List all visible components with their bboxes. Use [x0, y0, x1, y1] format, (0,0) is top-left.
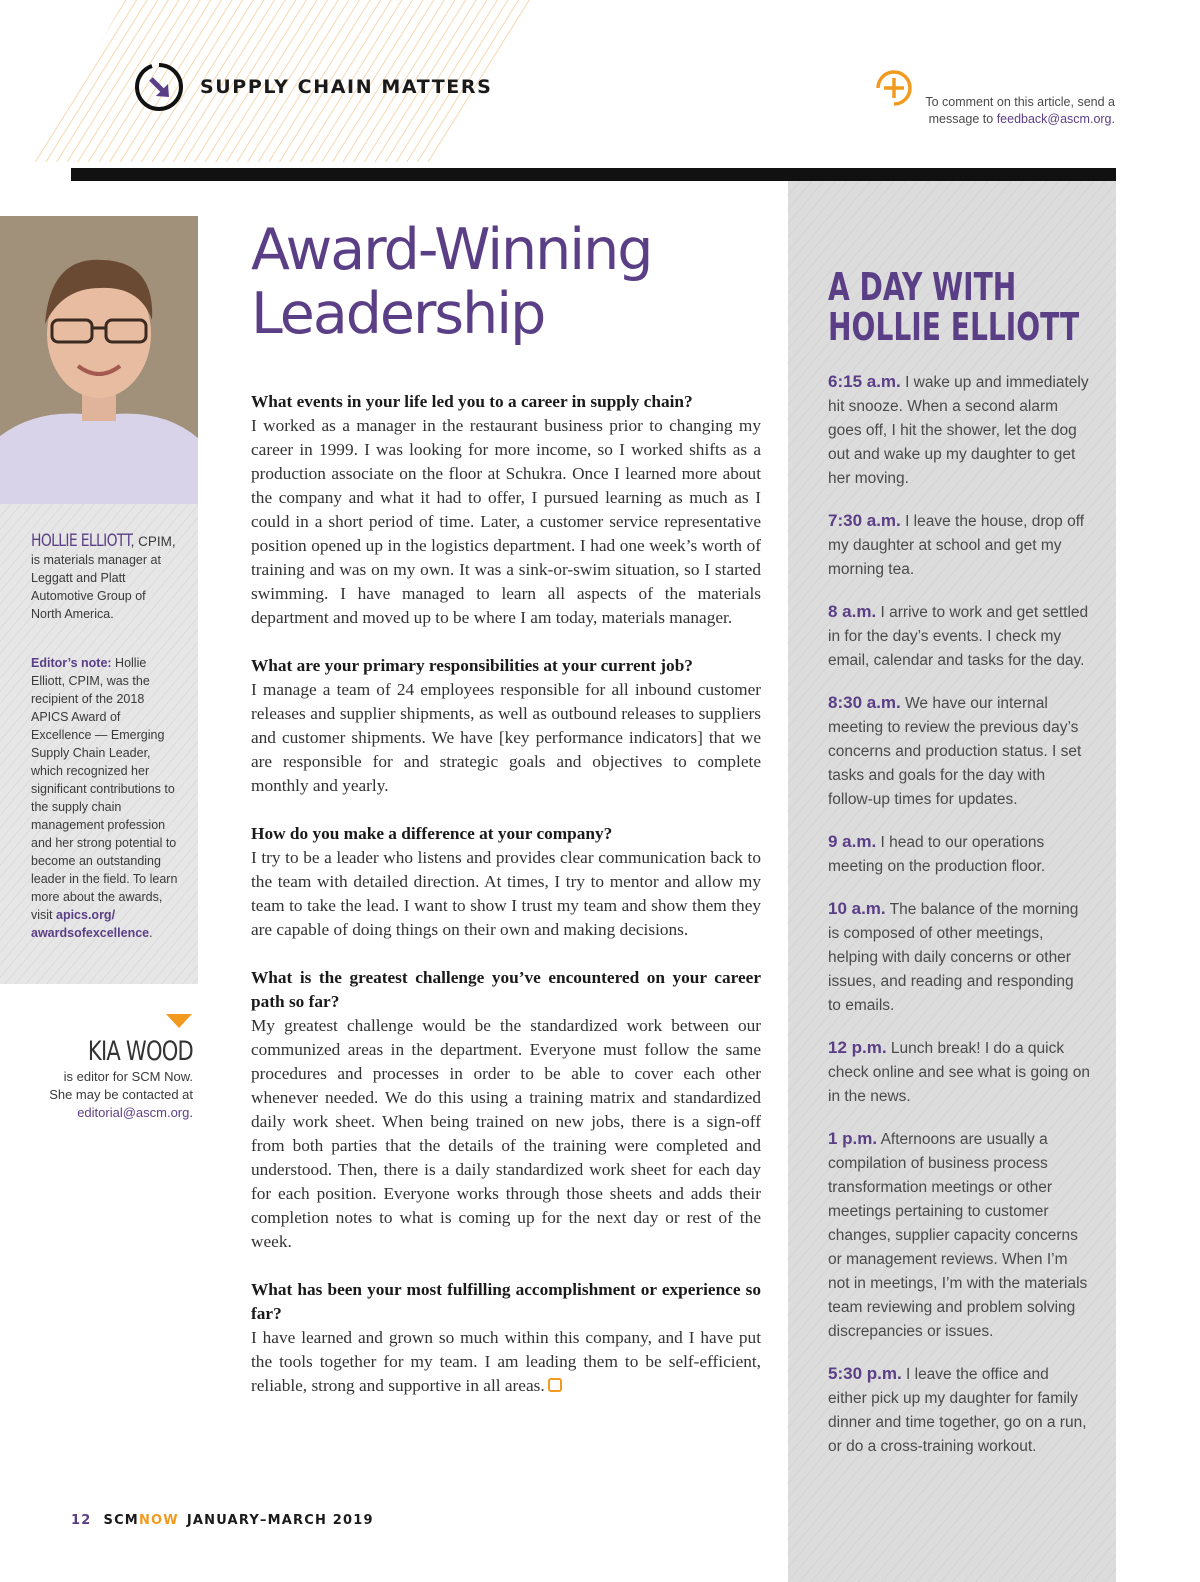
schedule-entry: [828, 1036, 1090, 1109]
author-name: KIA WOOD: [87, 1036, 193, 1067]
portrait-image: [0, 216, 198, 504]
awards-link[interactable]: apics.org/ awardsofexcellence: [31, 908, 150, 940]
schedule-entry: [828, 509, 1090, 582]
editorial-email-link[interactable]: editorial@ascm.org: [77, 1105, 190, 1120]
editors-note: Editor’s note: Hollie Elliott, CPIM, was the recipient of the 2018 APICS Award of Excellence — Emerging Supply Chain Leader, which recognized her significant contributions to the supply chain management profession and her strong potential to become an outstanding leader in the field. To learn more about the awards, visit apics.org/ awardsofexcellence.: [31, 656, 178, 940]
editors-note-text: Hollie Elliott, CPIM, was the recipient of the 2018 APICS Award of Excellence — Emerging Supply Chain Leader, which recognized her significant contributions to the supply chain management profession and her strong potential to become an outstanding leader in the field. To learn more about the awards, visit: [31, 656, 178, 922]
schedule-entry: [828, 600, 1090, 673]
schedule-time: 5:30 p.m.: [828, 1364, 902, 1383]
schedule-text: Lunch break! I do a quick check online and see what is going on in the news.: [828, 1040, 1090, 1105]
schedule-time: 10 a.m.: [828, 899, 886, 918]
profile-credential: , CPIM,: [130, 534, 176, 549]
answer: I worked as a manager in the restaurant business prior to changing my career in 1999. I was looking for more income, so I worked shifts as a production associate on the floor at Schukra. Once I learned more about the company and what it had to offer, I pursued learning as much as I could in a short period of time. Later, a customer service representative position opened up in the logistics department. I had one week’s worth of training and was on my own. It was a sink-or-swim situation, so I started swimming. I have managed to learn all aspects of the materials department and moved up to be where I am today, materials manager.: [251, 416, 761, 627]
schedule-entry: [828, 830, 1090, 879]
question: What are your primary responsibilities at your current job?: [251, 656, 693, 675]
schedule-text: I head to our operations meeting on the production floor.: [828, 834, 1046, 875]
answer: I have learned and grown so much within this company, and I have put the tools together for my team. I am leading them to be self-efficient, reliable, strong and supportive in all areas.: [251, 1328, 761, 1395]
question: What events in your life led you to a career in supply chain?: [251, 392, 693, 411]
schedule-list: [828, 370, 1090, 1477]
schedule-text: I leave the house, drop off my daughter at school and get my morning tea.: [828, 513, 1085, 578]
schedule-entry: [828, 1127, 1090, 1344]
article-body: [251, 390, 761, 1422]
article-headline: Award-Winning Leadership: [251, 217, 652, 347]
page-number: 12: [71, 1513, 92, 1528]
schedule-text: I arrive to work and get settled in for the day’s events. I check my email, calendar and tasks for the day.: [828, 604, 1089, 669]
section-title: SUPPLY CHAIN MATTERS: [200, 76, 493, 98]
feedback-email-link[interactable]: feedback@ascm.org: [996, 112, 1112, 126]
schedule-entry: [828, 1362, 1090, 1459]
question: What has been your most fulfilling accomplishment or experience so far?: [251, 1280, 761, 1323]
qa-block: [251, 1278, 761, 1398]
profile-description: is materials manager at Leggatt and Platt Automotive Group of North America.: [31, 553, 161, 621]
schedule-text: I leave the office and either pick up my daughter for family dinner and time together, go on a run, or do a cross-training workout.: [828, 1366, 1087, 1455]
schedule-entry: [828, 370, 1090, 491]
profile-bio: [31, 532, 179, 623]
issue-date: JANUARY–MARCH 2019: [186, 1513, 374, 1528]
schedule-entry: [828, 691, 1090, 812]
answer: My greatest challenge would be the standardized work between our communized areas in the department. Everyone must follow the same procedures and processes in order to be able to cover each other whenever needed. We do this using a training matrix and standardized daily work sheet. When being trained on new jobs, there is a sign-off from both parties that the details of the training were completed and understood. Then, there is a daily standardized work sheet for each day for each position. Everyone works through those sheets and adds their completion notes to what is coming up for the next day or rest of the week.: [251, 1016, 761, 1251]
answer: I manage a team of 24 employees responsible for all inbound customer releases and supplier shipments, as well as outbound releases to suppliers and customer shipments. We have [key performance indicators] that we are responsible for and strategic goals and objectives to complete monthly and yearly.: [251, 680, 761, 795]
question: How do you make a difference at your company?: [251, 824, 613, 843]
schedule-text: We have our internal meeting to review the previous day’s concerns and production status. I set tasks and goals for the day with follow-up times for updates.: [828, 695, 1082, 808]
day-with-sidebar: [788, 181, 1116, 1582]
profile-name: HOLLIE ELLIOTT: [31, 531, 133, 551]
schedule-time: 8:30 a.m.: [828, 693, 901, 712]
answer: I try to be a leader who listens and provides clear communication back to the team with detailed direction. At times, I try to mentor and allow my team to take the lead. I want to show I trust my team and show them they are capable of doing things on their own and making decisions.: [251, 848, 761, 939]
editors-note-label: Editor’s note:: [31, 656, 112, 670]
brand-now: NOW: [138, 1513, 179, 1528]
arrow-circle-icon: [134, 62, 184, 112]
portrait-photo: [0, 216, 198, 504]
end-mark-icon: [548, 1378, 562, 1392]
author-bio: is editor for SCM Now. She may be contacted at editorial@ascm.org.: [49, 1069, 193, 1120]
question: What is the greatest challenge you’ve encountered on your career path so far?: [251, 968, 761, 1011]
sidebar-title: A DAY WITH HOLLIE ELLIOTT: [828, 265, 1080, 349]
schedule-time: 7:30 a.m.: [828, 511, 901, 530]
page-footer: [71, 1513, 374, 1528]
schedule-time: 12 p.m.: [828, 1038, 887, 1057]
qa-block: [251, 654, 761, 798]
schedule-time: 8 a.m.: [828, 602, 877, 621]
qa-block: [251, 390, 761, 630]
qa-block: [251, 822, 761, 942]
qa-block: [251, 966, 761, 1254]
schedule-entry: [828, 897, 1090, 1018]
schedule-text: I wake up and immediately hit snooze. When a second alarm goes off, I hit the shower, let the dog out and wake up my daughter to get her moving.: [828, 374, 1089, 487]
comment-instructions: To comment on this article, send a message to feedback@ascm.org.: [925, 95, 1115, 126]
schedule-text: The balance of the morning is composed of other meetings, helping with daily concerns or other issues, and reading and responding to emails.: [828, 901, 1079, 1014]
author-marker-icon: [166, 1014, 192, 1028]
header-rule: [71, 168, 1116, 181]
schedule-text: Afternoons are usually a compilation of business process transformation meetings or other meetings pertaining to customer changes, supplier capacity concerns or management reviews. When I’m not in meetings, I’m with the materials team reviewing and problem solving discrepancies or issues.: [828, 1131, 1088, 1340]
brand-scm: SCM: [103, 1513, 139, 1528]
schedule-time: 6:15 a.m.: [828, 372, 901, 391]
schedule-time: 9 a.m.: [828, 832, 877, 851]
profile-column: [0, 216, 198, 984]
schedule-time: 1 p.m.: [828, 1129, 878, 1148]
